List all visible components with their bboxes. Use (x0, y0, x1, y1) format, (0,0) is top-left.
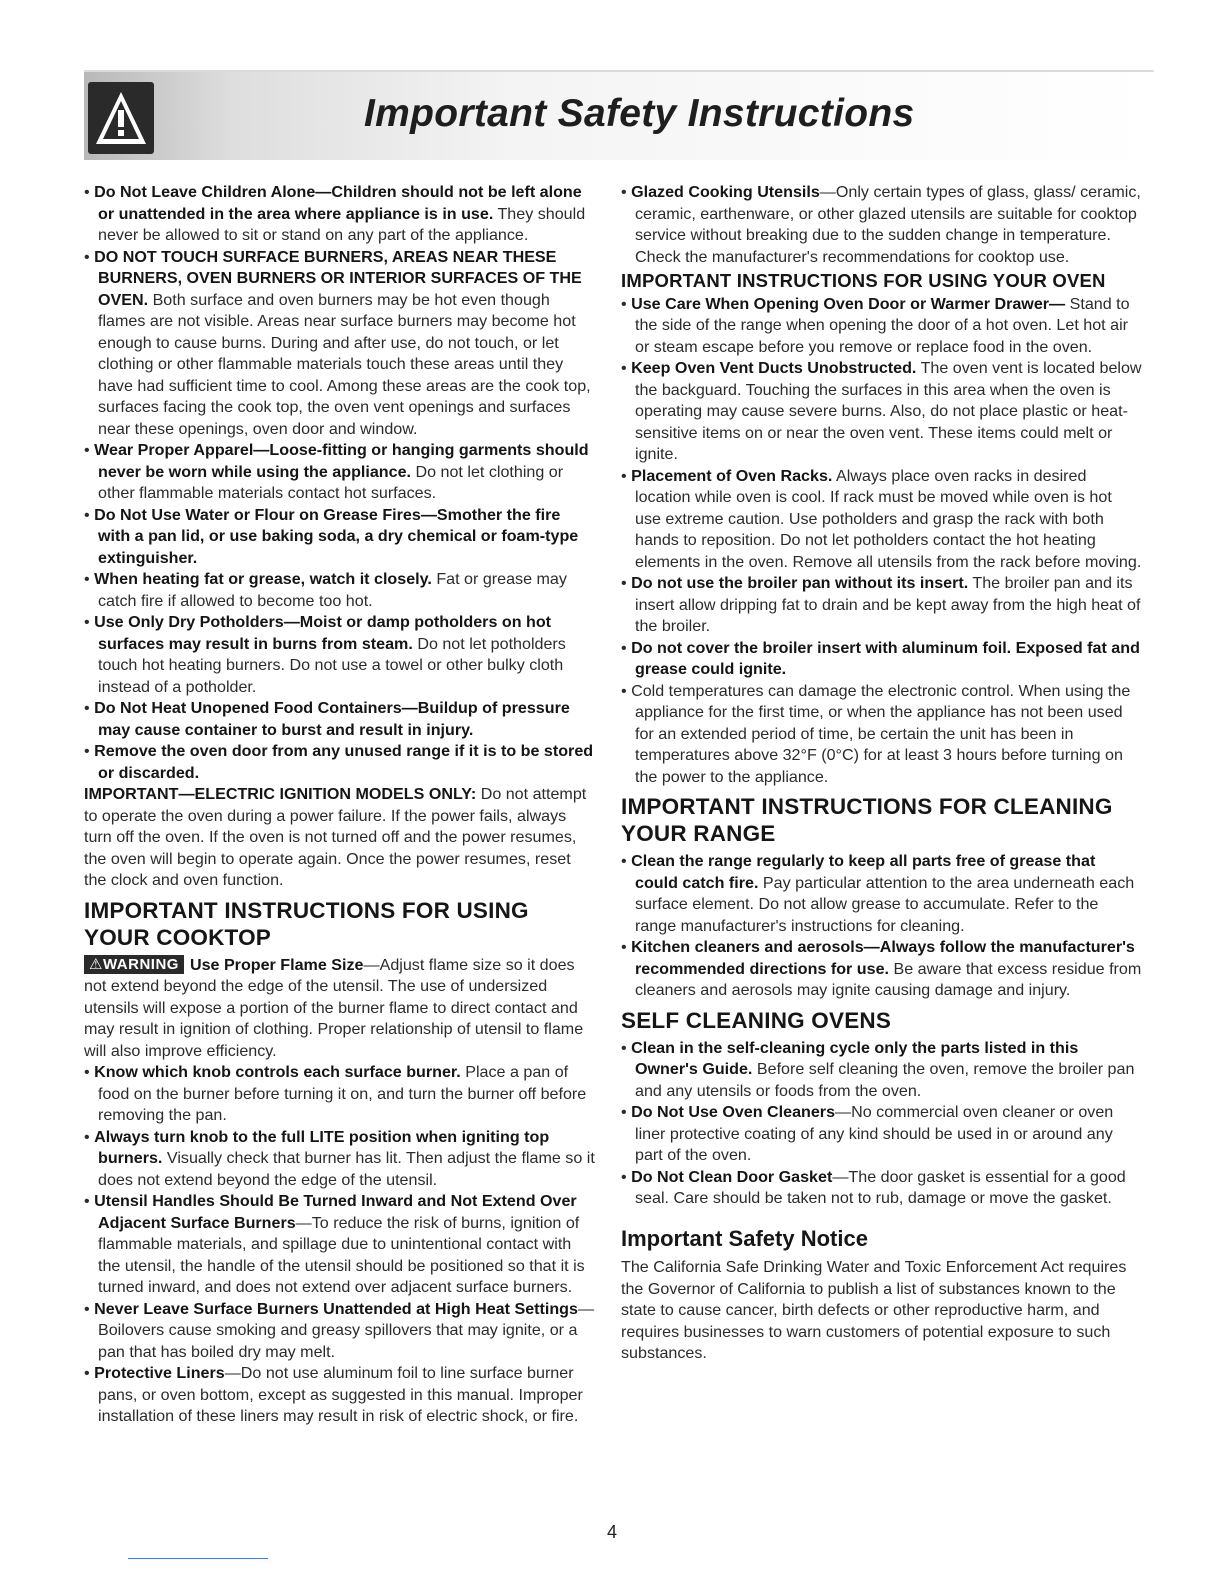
bullet-icon: • (84, 1127, 95, 1146)
bullet-icon: • (621, 359, 632, 377)
bullet-text: Place a pan of food on the burner before turning it on, and turn the burner off before removing the pan. (98, 1063, 587, 1124)
bullet-icon: • (621, 938, 632, 956)
bullet-text: —Boilovers cause smoking and greasy spillovers that may ignite, or a pan that has boiled dry may melt. (98, 1299, 595, 1361)
bullet-bold-text: Kitchen cleaners and aerosols—Always follow the manufacturer's recommended directions for use. (631, 938, 1135, 978)
warning-badge: ⚠WARNING (84, 955, 184, 974)
bullet-item (621, 1102, 1142, 1167)
bullet-text: Always place oven racks in desired location while oven is cool. If rack must be moved while oven is hot use extreme caution. Use potholders and grasp the rack with both hands to reposition. Do not let potholders contact the hot heating elements in the oven. Remove all utensils from the rack before moving. (635, 466, 1142, 571)
bullet-bold-text: Do Not Clean Door Gasket (631, 1167, 833, 1186)
left-items2-list (84, 1062, 596, 1428)
bullet-bold-text: Do not use the broiler pan without its insert. (631, 574, 969, 592)
bullet-icon: • (621, 681, 632, 700)
bullet-item (84, 1191, 596, 1299)
bullet-item (84, 1062, 596, 1127)
cleaning-heading: IMPORTANT INSTRUCTIONS FOR CLEANING YOUR RANGE (621, 794, 1113, 846)
page-header (84, 70, 1154, 160)
bullet-icon: • (84, 183, 95, 201)
bullet-bold-text: When heating fat or grease, watch it closely. (94, 570, 432, 588)
bullet-icon: • (84, 441, 95, 459)
bullet-icon: • (84, 247, 95, 266)
bullet-text: The broiler pan and its insert allow dripping fat to drain and be kept away from the high heat of the broiler. (635, 574, 1141, 635)
self-cleaning-heading: SELF CLEANING OVENS (621, 1007, 892, 1033)
bullet-icon: • (621, 852, 632, 870)
bullet-item (84, 505, 596, 570)
bullet-item (621, 573, 1142, 638)
bullet-icon: • (621, 1103, 632, 1121)
bullet-bold-text: Wear Proper Apparel—Loose-fitting or hanging garments should never be worn while using the appliance. (94, 441, 589, 481)
bullet-item (84, 182, 596, 247)
bullet-bold-text: Clean in the self-cleaning cycle only the parts listed in this Owner's Guide. (631, 1038, 1079, 1078)
bullet-item (84, 440, 596, 505)
bullet-item (621, 638, 1142, 681)
bullet-item (621, 466, 1142, 574)
bullet-text: Cold temperatures can damage the electronic control. When using the appliance for the first time, or when the appliance has not been used for an extended period of time, be certain the unit has been in temperatures above 32°F (0°C) for at least 3 hours before turning on the power to the appliance. (631, 681, 1131, 786)
bullet-item (621, 358, 1142, 466)
bullet-item (621, 294, 1142, 359)
left-items1-list (84, 182, 596, 784)
bullet-bold-text: Remove the oven door from any unused range if it is to be stored or discarded. (94, 742, 594, 782)
bullet-text: Stand to the side of the range when opening the door of a hot oven. Let hot air or steam escape before you remove or replace food in the oven. (635, 294, 1130, 356)
right-items2-list (621, 294, 1142, 789)
bullet-icon: • (621, 466, 632, 485)
bullet-bold-text: Use Only Dry Potholders—Moist or damp potholders on hot surfaces may result in burns from steam. (94, 613, 552, 653)
bullet-icon: • (621, 1167, 632, 1186)
bullet-text: Visually check that burner has lit. Then adjust the flame so it does not extend beyond the edge of the utensil. (98, 1149, 595, 1189)
bullet-icon: • (84, 1192, 95, 1210)
bullet-bold-text: Know which knob controls each surface burner. (94, 1063, 461, 1081)
safety-notice-heading: Important Safety Notice (621, 1225, 868, 1251)
bullet-item (621, 182, 1142, 268)
cooktop-heading: IMPORTANT INSTRUCTIONS FOR USING YOUR COOKTOP (84, 897, 529, 950)
bullet-bold-text: Do Not Leave Children Alone—Children should not be left alone or unattended in the area where appliance is in use. (94, 183, 582, 223)
bullet-item (621, 681, 1142, 789)
bullet-icon: • (621, 574, 632, 592)
bullet-icon: • (84, 742, 95, 760)
bullet-bold-text: Never Leave Surface Burners Unattended at High Heat Settings (94, 1299, 578, 1318)
bullet-text: —The door gasket is essential for a good seal. Care should be taken not to rub, damage or move the gasket. (635, 1167, 1126, 1207)
bullet-text: —Only certain types of glass, glass/ ceramic, ceramic, earthenware, or other glazed utensils are suitable for cooktop service without breaking due to the sudden change in temperature. Check the manufacturer's recommendations for cooktop use. (635, 183, 1141, 266)
right-column (621, 182, 1142, 1365)
bullet-text: They should never be allowed to sit or stand on any part of the appliance. (98, 204, 586, 244)
bullet-item (621, 937, 1142, 1002)
bullet-bold-text: Utensil Handles Should Be Turned Inward and Not Extend Over Adjacent Surface Burners (94, 1192, 577, 1232)
bullet-bold-text: Do Not Use Water or Flour on Grease Fires—Smother the fire with a pan lid, or use baking soda, a dry chemical or foam-type extinguisher. (94, 505, 579, 567)
bullet-icon: • (621, 1038, 632, 1057)
bullet-bold-text: Protective Liners (94, 1364, 225, 1382)
bullet-bold-text: Do not cover the broiler insert with aluminum foil. Exposed fat and grease could ignite. (631, 638, 1140, 678)
page-number: 4 (606, 1522, 617, 1542)
bullet-item (84, 698, 596, 741)
bullet-bold-text: Do Not Use Oven Cleaners (631, 1103, 836, 1121)
bullet-item (621, 1038, 1142, 1103)
bullet-item (621, 851, 1142, 937)
bullet-icon: • (621, 294, 632, 313)
bullet-icon: • (84, 1364, 95, 1382)
bullet-icon: • (84, 570, 95, 588)
bullet-text: —No commercial oven cleaner or oven liner protective coating of any kind should be used in or around any part of the oven. (635, 1103, 1114, 1164)
bullet-icon: • (84, 1299, 95, 1318)
bullet-item (84, 1299, 596, 1364)
warning-triangle-icon (88, 82, 154, 154)
bullet-icon: • (84, 699, 95, 717)
bullet-icon: • (84, 613, 95, 631)
bullet-bold-text: Glazed Cooking Utensils (631, 183, 820, 201)
bullet-bold-text: DO NOT TOUCH SURFACE BURNERS, AREAS NEAR THESE BURNERS, OVEN BURNERS OR INTERIOR SURFACES OF THE OVEN. (94, 247, 582, 309)
bullet-icon: • (621, 183, 632, 201)
left-column (84, 182, 596, 1428)
bullet-text: Be aware that excess residue from cleaners and aerosols may ignite causing damage and injury. (635, 959, 1142, 999)
bullet-bold-text: Use Care When Opening Oven Door or Warmer Drawer— (631, 294, 1066, 313)
right-items3-list (621, 851, 1142, 1002)
bullet-bold-text: Keep Oven Vent Ducts Unobstructed. (631, 359, 917, 377)
bullet-text: —To reduce the risk of burns, ignition of flammable materials, and spillage due to unintentional contact with the utensil, the handle of the utensil should be positioned so that it is turned inward, and does not extend over adjacent surface burners. (98, 1213, 585, 1296)
bullet-text: Both surface and oven burners may be hot even though flames are not visible. Areas near surface burners may become hot enough to cause burns. During and after use, do not touch, or let clothing or other flammable materials touch these areas until they have had sufficient time to cool. Among these areas are the cook top, surfaces facing the cook top, the oven vent openings and surfaces near these openings, oven door and window. (98, 290, 591, 438)
oven-heading: IMPORTANT INSTRUCTIONS FOR USING YOUR OVEN (621, 270, 1106, 291)
bullet-item (621, 1167, 1142, 1210)
bullet-text: Do not let clothing or other flammable materials contact hot surfaces. (98, 462, 564, 502)
bullet-icon: • (84, 1063, 95, 1081)
bullet-text: Pay particular attention to the area underneath each surface element. Do not allow grease to accumulate. Refer to the range manufacturer's instructions for cleaning. (635, 873, 1135, 935)
bullet-bold-text: Placement of Oven Racks. (631, 466, 833, 485)
bullet-bold-text: Always turn knob to the full LITE position when igniting top burners. (94, 1127, 550, 1167)
bullet-icon: • (621, 638, 632, 657)
bullet-item (84, 247, 596, 441)
bullet-item (84, 612, 596, 698)
bullet-item (84, 569, 596, 612)
bullet-text: Do not let potholders touch hot heating burners. Do not use a towel or other bulky cloth instead of a potholder. (98, 634, 566, 696)
safety-notice-text: The California Safe Drinking Water and Toxic Enforcement Act requires the Governor of California to publish a list of substances known to the state to cause cancer, birth defects or other reproductive harm, and requires businesses to warn customers of potential exposure to such substances. (621, 1258, 1127, 1362)
bullet-icon: • (84, 505, 95, 524)
bullet-text: The oven vent is located below the backguard. Touching the surfaces in this area when the oven is operating may cause severe burns. Also, do not place plastic or heat-sensitive items on or near the oven vent. These items could melt or ignite. (635, 359, 1142, 463)
right-items4-list (621, 1038, 1142, 1210)
bullet-text: Before self cleaning the oven, remove the broiler pan and any utensils or foods from the oven. (635, 1060, 1135, 1100)
warning-paragraph: ⚠WARNING Use Proper Flame Size—Adjust flame size so it does not extend beyond the edge of the utensil. The use of undersized utensils will expose a portion of the burner flame to direct contact and may result in ignition of clothing. Proper relationship of utensil to flame will also improve efficiency. (84, 955, 584, 1060)
divider-line (128, 1558, 268, 1559)
right-items1-list (621, 182, 1142, 268)
bullet-item (84, 1127, 596, 1192)
electric-ignition-paragraph: IMPORTANT—ELECTRIC IGNITION MODELS ONLY: Do not attempt to operate the oven during a power failure. If the power fails, always turn off the oven. If the oven is not turned off and the power resumes, the oven will begin to operate again. Once the power resumes, reset the clock and oven function. (84, 785, 587, 889)
bullet-item (84, 741, 596, 784)
bullet-text: Fat or grease may catch fire if allowed to become too hot. (98, 570, 567, 610)
page-title: Important Safety Instructions (364, 92, 915, 135)
bullet-bold-text: Clean the range regularly to keep all parts free of grease that could catch fire. (631, 852, 1096, 892)
bullet-item (84, 1363, 596, 1428)
bullet-bold-text: Do Not Heat Unopened Food Containers—Buildup of pressure may cause container to burst and result in injury. (94, 699, 570, 739)
bullet-text: —Do not use aluminum foil to line surface burner pans, or oven bottom, except as suggested in this manual. Improper installation of these liners may result in risk of electric shock, or fire. (98, 1364, 583, 1425)
